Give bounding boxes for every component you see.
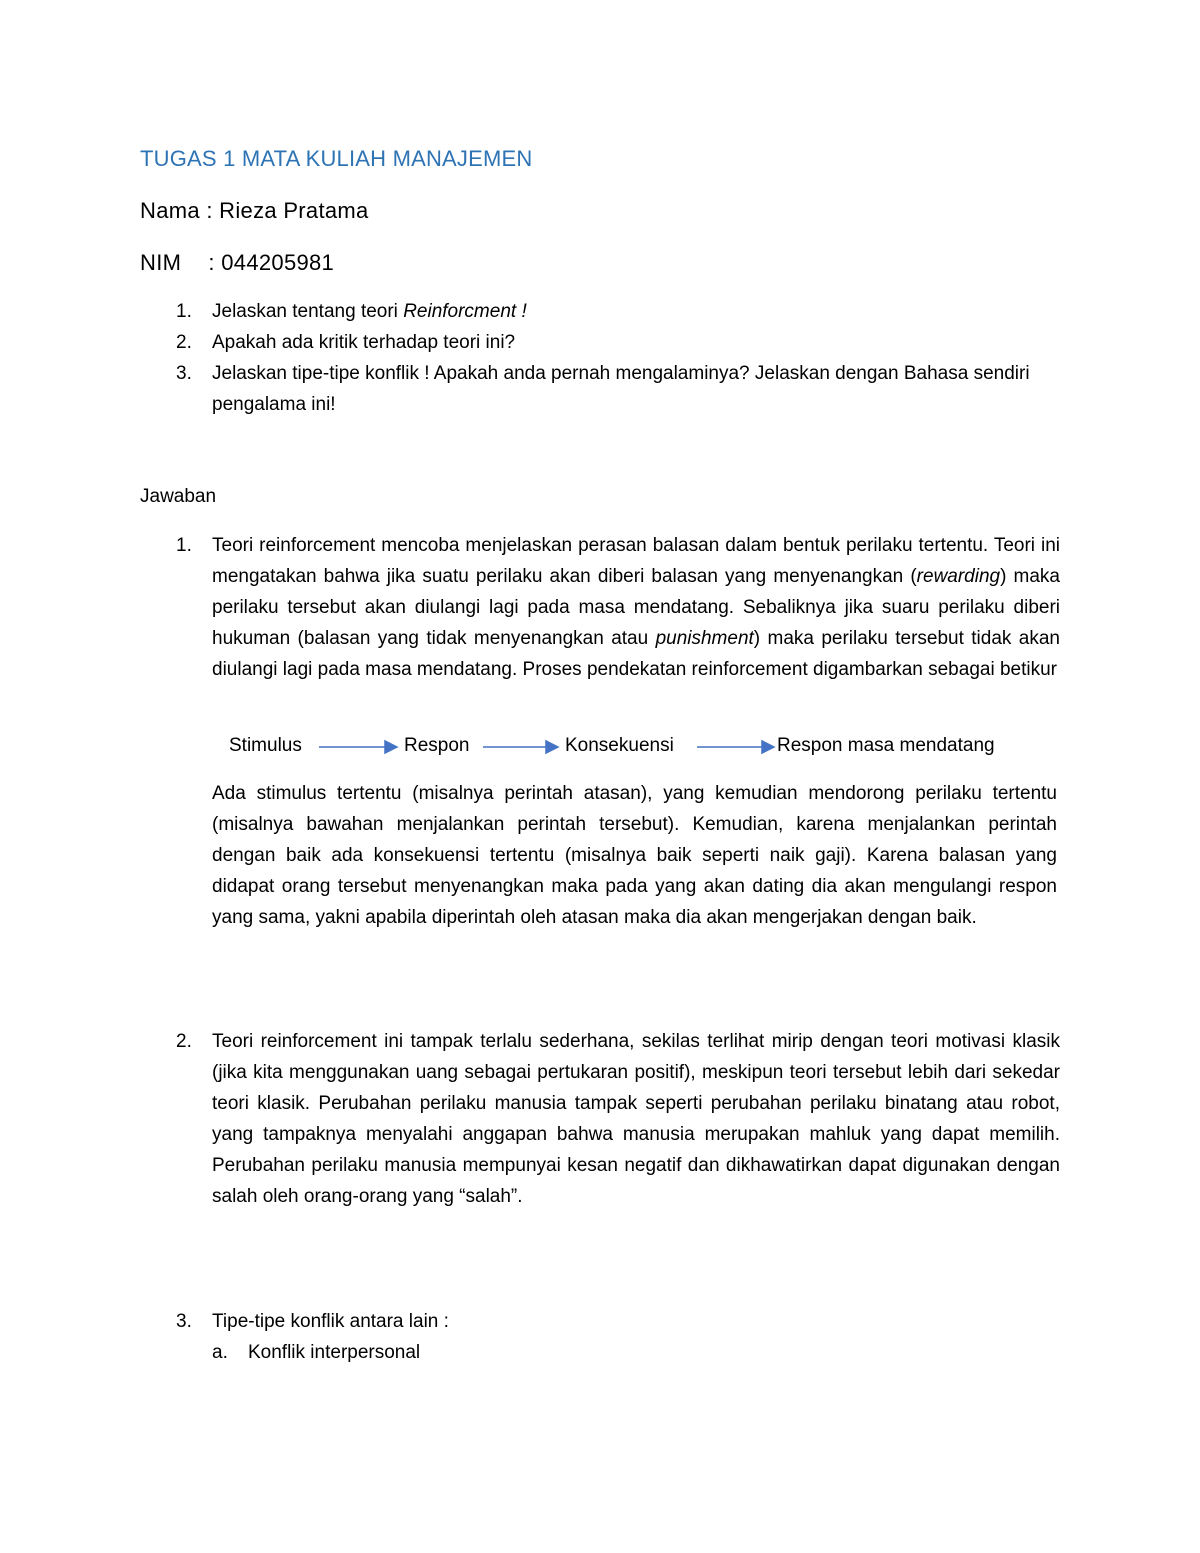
question-text-italic: Reinforcment ! bbox=[403, 301, 527, 322]
name-label: Nama bbox=[140, 198, 200, 223]
answer-number: 2. bbox=[176, 1031, 192, 1052]
answer-1-text: ) maka perilaku tersebut akan diulangi lagi pada masa mendatang. Sebaliknya jika suaru perilaku diberi hukuman (balasan yang tidak menyenangkan atau bbox=[212, 566, 1060, 649]
answer-2-item bbox=[140, 1026, 1060, 1212]
question-number: 2. bbox=[176, 332, 192, 353]
question-number: 3. bbox=[176, 363, 192, 384]
answer-number: 1. bbox=[176, 535, 192, 556]
nim-label: NIM bbox=[140, 250, 182, 275]
name-value: Rieza Pratama bbox=[219, 198, 369, 223]
flow-node-respon: Respon bbox=[404, 735, 470, 756]
question-list bbox=[140, 296, 1060, 420]
question-text: Jelaskan tentang teori bbox=[212, 301, 404, 322]
answer-1-text: ) maka perilaku tersebut tidak akan diulangi lagi pada masa mendatang. Proses pendekatan reinforcement digambarkan sebagai betikur bbox=[212, 628, 1060, 680]
nim-value: 044205981 bbox=[221, 250, 335, 275]
answer-3-subitem bbox=[140, 1337, 1060, 1368]
nim-separator: : bbox=[208, 250, 215, 275]
answer-3 bbox=[140, 1306, 1060, 1368]
subitem-text: Konflik interpersonal bbox=[248, 1342, 421, 1363]
answers-heading: Jawaban bbox=[140, 486, 217, 507]
name-separator: : bbox=[206, 198, 213, 223]
question-number: 1. bbox=[176, 301, 192, 322]
answer-3-item bbox=[140, 1306, 1060, 1337]
flow-arrowhead-1 bbox=[385, 741, 397, 753]
question-text: Jelaskan tipe-tipe konflik ! Apakah anda pernah mengalaminya? Jelaskan dengan Bahasa sendiri pengalama ini! bbox=[212, 363, 1030, 415]
flow-node-konsekuensi: Konsekuensi bbox=[565, 735, 674, 756]
answer-3-text: Tipe-tipe konflik antara lain : bbox=[212, 1311, 449, 1332]
answer-number: 3. bbox=[176, 1311, 192, 1332]
subitem-letter: a. bbox=[212, 1342, 228, 1363]
question-item bbox=[140, 327, 1060, 358]
answer-2 bbox=[140, 1026, 1060, 1212]
reinforcement-flow-diagram bbox=[0, 732, 1200, 762]
flow-arrowhead-2 bbox=[546, 741, 558, 753]
answer-1-explanation: Ada stimulus tertentu (misalnya perintah atasan), yang kemudian mendorong perilaku tertentu (misalnya bawahan menjalankan perintah tersebut). Kemudian, karena menjalankan perintah dengan baik ada konsekuensi tertentu (misalnya baik seperti naik gaji). Karena balasan yang didapat orang tersebut menyenangkan maka pada yang akan dating dia akan mengulangi respon yang sama, yakni apabila diperintah oleh atasan maka dia akan mengerjakan dengan baik. bbox=[212, 783, 1057, 928]
answer-1-text: Teori reinforcement mencoba menjelaskan perasan balasan dalam bentuk perilaku tertentu. Teori ini mengatakan bahwa jika suatu perilaku akan diberi balasan yang menyenangkan ( bbox=[212, 535, 1060, 587]
answer-1 bbox=[140, 530, 1060, 685]
nim-line bbox=[140, 250, 334, 276]
answer-2-text: Teori reinforcement ini tampak terlalu sederhana, sekilas terlihat mirip dengan teori motivasi klasik (jika kita menggunakan uang sebagai pertukaran positif), meskipun teori tersebut lebih dari sekedar teori klasik. Perubahan perilaku manusia tampak seperti perubahan perilaku binatang atau robot, yang tampaknya menyalahi anggapan bahwa manusia merupakan mahluk yang dapat memilih. Perubahan perilaku manusia mempunyai kesan negatif dan dikhawatirkan dapat digunakan dengan salah oleh orang-orang yang “salah”. bbox=[212, 1031, 1060, 1207]
answer-1-italic-punishment: punishment bbox=[655, 628, 754, 649]
flow-node-respon-masa-mendatang: Respon masa mendatang bbox=[777, 735, 995, 756]
answer-1-item bbox=[140, 530, 1060, 685]
flow-node-stimulus: Stimulus bbox=[229, 735, 302, 756]
question-text: Apakah ada kritik terhadap teori ini? bbox=[212, 332, 516, 353]
answer-1-italic-rewarding: rewarding bbox=[916, 566, 1001, 587]
question-item bbox=[140, 296, 1060, 327]
document-title: TUGAS 1 MATA KULIAH MANAJEMEN bbox=[140, 146, 533, 171]
name-line bbox=[140, 198, 369, 224]
question-item bbox=[140, 358, 1060, 420]
flow-arrowhead-3 bbox=[762, 741, 774, 753]
